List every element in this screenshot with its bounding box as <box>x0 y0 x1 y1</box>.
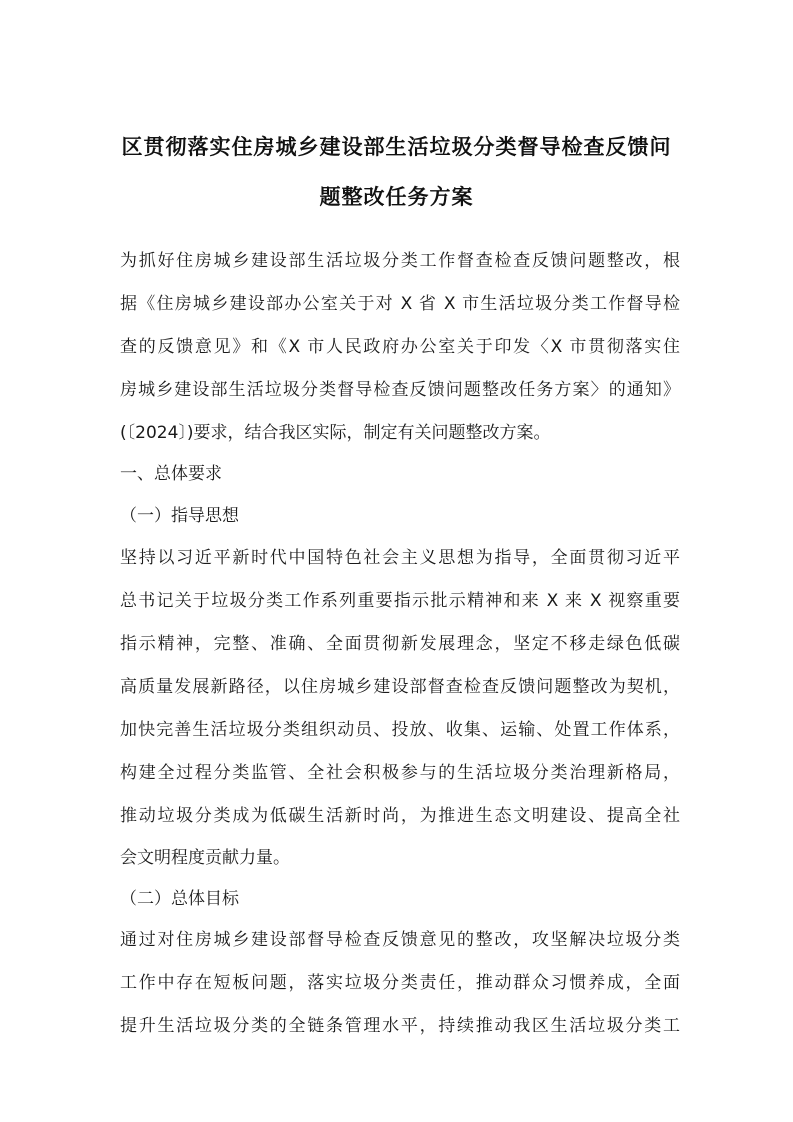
paragraph-line: 高质量发展新路径，以住房城乡建设部督查检查反馈问题整改为契机， <box>120 677 680 697</box>
paragraph-line: 推动垃圾分类成为低碳生活新时尚，为推进生态文明建设、提高全社 <box>120 806 680 826</box>
paragraph-line: 工作中存在短板问题，落实垃圾分类责任，推动群众习惯养成，全面 <box>120 973 680 993</box>
paragraph-line: 提升生活垃圾分类的全链条管理水平，持续推动我区生活垃圾分类工 <box>120 1016 680 1036</box>
paragraph-line: 查的反馈意见》和《X 市人民政府办公室关于印发〈X 市贯彻落实住 <box>120 337 680 357</box>
paragraph-line: 加快完善生活垃圾分类组织动员、投放、收集、运输、处置工作体系， <box>120 720 680 740</box>
subsection-heading: （一）指导思想 <box>120 506 239 526</box>
paragraph-line: 为抓好住房城乡建设部生活垃圾分类工作督查检查反馈问题整改，根 <box>120 251 680 271</box>
section-heading: 一、总体要求 <box>120 464 222 484</box>
paragraph-line: (〔2024〕)要求，结合我区实际，制定有关问题整改方案。 <box>120 423 551 443</box>
document-title-line-1: 区贯彻落实住房城乡建设部生活垃圾分类督导检查反馈问 <box>121 135 672 159</box>
document-title-line-2: 题整改任务方案 <box>319 185 474 209</box>
paragraph-line: 据《住房城乡建设部办公室关于对 X 省 X 市生活垃圾分类工作督导检 <box>120 294 680 314</box>
paragraph-line: 指示精神，完整、准确、全面贯彻新发展理念，坚定不移走绿色低碳 <box>120 634 680 654</box>
paragraph-line: 房城乡建设部生活垃圾分类督导检查反馈问题整改任务方案〉的通知》 <box>120 380 680 400</box>
paragraph-line: 通过对住房城乡建设部督导检查反馈意见的整改，攻坚解决垃圾分类 <box>120 930 680 950</box>
paragraph-line: 会文明程度贡献力量。 <box>120 848 290 868</box>
paragraph-line: 坚持以习近平新时代中国特色社会主义思想为指导，全面贯彻习近平 <box>120 548 680 568</box>
paragraph-line: 总书记关于垃圾分类工作系列重要指示批示精神和来 X 来 X 视察重要 <box>120 591 680 611</box>
subsection-heading: （二）总体目标 <box>120 889 239 909</box>
paragraph-line: 构建全过程分类监管、全社会积极参与的生活垃圾分类治理新格局， <box>120 763 680 783</box>
